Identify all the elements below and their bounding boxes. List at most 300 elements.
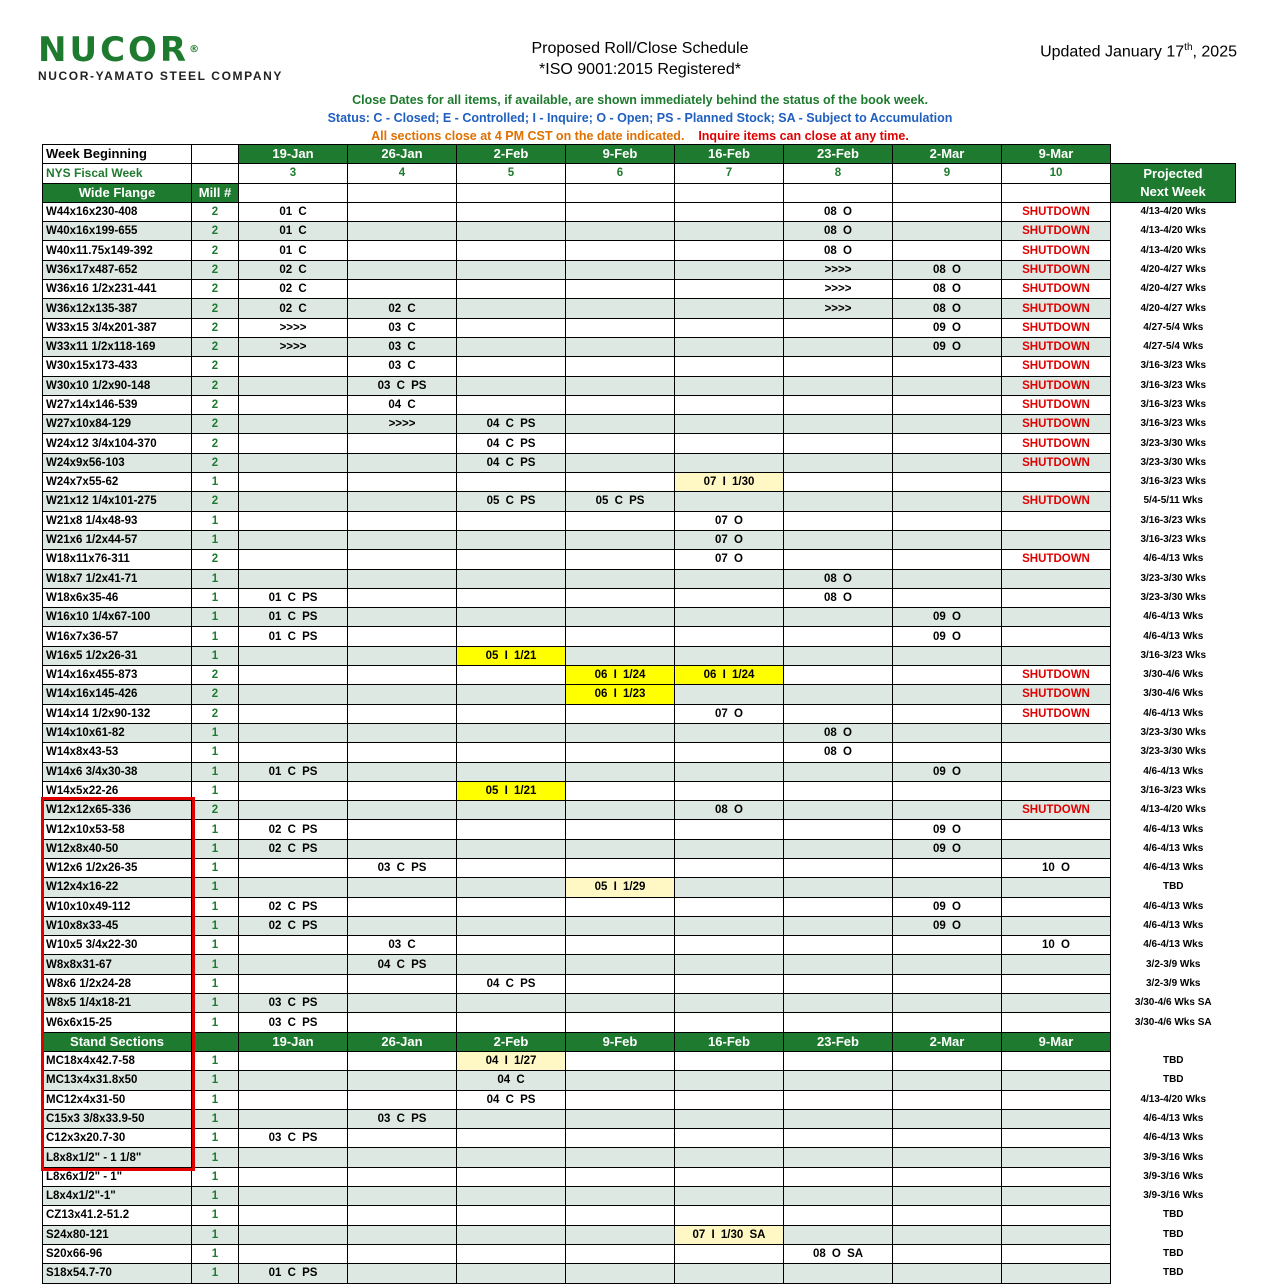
section-name: W30x10 1/2x90-148	[43, 376, 192, 395]
week-status-cell	[348, 1129, 457, 1148]
week-status-cell	[457, 395, 566, 414]
week-status-cell	[893, 434, 1002, 453]
week-status-cell	[675, 588, 784, 607]
week-status-cell	[566, 858, 675, 877]
week-status-cell	[348, 704, 457, 723]
week-status-cell	[457, 1225, 566, 1244]
week-status-cell	[457, 723, 566, 742]
week-status-cell	[457, 839, 566, 858]
mill-number: 2	[192, 260, 239, 279]
week-header: 2-Mar	[893, 145, 1002, 164]
week-status-cell: 09 O	[893, 762, 1002, 781]
week-status-cell	[566, 202, 675, 221]
week-status-cell: 02 C PS	[239, 897, 348, 916]
week-status-cell	[566, 1187, 675, 1206]
week-status-cell	[784, 974, 893, 993]
section-name: MC18x4x42.7-58	[43, 1051, 192, 1070]
week-status-cell	[566, 1148, 675, 1167]
week-status-cell	[1002, 955, 1111, 974]
projected-header: Projected	[1111, 164, 1236, 183]
week-status-cell	[675, 1129, 784, 1148]
week-status-cell	[893, 1090, 1002, 1109]
week-status-cell: 04 I 1/27	[457, 1051, 566, 1070]
title-line-2: *ISO 9001:2015 Registered*	[539, 61, 741, 78]
week-status-cell	[239, 704, 348, 723]
week-status-cell	[457, 280, 566, 299]
week-status-cell	[784, 473, 893, 492]
week-status-cell: 08 O	[784, 222, 893, 241]
projected-next-week: 3/23-3/30 Wks	[1111, 723, 1236, 742]
schedule-row	[43, 453, 1236, 472]
roll-close-schedule-table	[42, 144, 1236, 1284]
week-status-cell	[348, 743, 457, 762]
week-status-cell: 01 C	[239, 241, 348, 260]
week-status-cell	[239, 1109, 348, 1128]
mill-number: 1	[192, 473, 239, 492]
week-status-cell	[784, 781, 893, 800]
week-status-cell	[566, 530, 675, 549]
projected-next-week: 3/23-3/30 Wks	[1111, 569, 1236, 588]
mill-number: 1	[192, 1206, 239, 1225]
schedule-row	[43, 1071, 1236, 1090]
week-status-cell: 03 C PS	[239, 994, 348, 1013]
week-status-cell	[348, 550, 457, 569]
week-status-cell: 08 O	[784, 202, 893, 221]
week-status-cell: SHUTDOWN	[1002, 280, 1111, 299]
week-status-cell	[675, 1090, 784, 1109]
projected-next-week: 3/30-4/6 Wks SA	[1111, 994, 1236, 1013]
schedule-row	[43, 994, 1236, 1013]
week-status-cell: 08 O	[893, 280, 1002, 299]
schedule-row	[43, 1244, 1236, 1263]
mill-number: 2	[192, 492, 239, 511]
week-status-cell	[239, 569, 348, 588]
section-name: W14x16x145-426	[43, 685, 192, 704]
projected-next-week: 3/9-3/16 Wks	[1111, 1187, 1236, 1206]
week-status-cell: 09 O	[893, 820, 1002, 839]
week-status-cell: 02 C	[239, 260, 348, 279]
week-status-cell	[675, 318, 784, 337]
section-header-stand-sections: Stand Sections	[43, 1032, 192, 1051]
logo-subtitle: NUCOR-YAMATO STEEL COMPANY	[38, 69, 283, 83]
week-status-cell	[784, 878, 893, 897]
projected-next-week: 4/27-5/4 Wks	[1111, 318, 1236, 337]
projected-next-week: 3/2-3/9 Wks	[1111, 955, 1236, 974]
week-status-cell: 10 O	[1002, 858, 1111, 877]
week-status-cell	[566, 241, 675, 260]
mill-number: 2	[192, 357, 239, 376]
week-status-cell: 04 C PS	[457, 434, 566, 453]
week-status-cell	[239, 1051, 348, 1070]
schedule-row	[43, 1090, 1236, 1109]
week-status-cell: 09 O	[893, 897, 1002, 916]
section-name: MC12x4x31-50	[43, 1090, 192, 1109]
week-status-cell	[784, 704, 893, 723]
projected-next-week: 4/6-4/13 Wks	[1111, 550, 1236, 569]
week-status-cell	[784, 1148, 893, 1167]
week-status-cell: 08 O	[893, 299, 1002, 318]
mill-number: 1	[192, 1129, 239, 1148]
week-status-cell	[1002, 878, 1111, 897]
week-status-cell	[566, 473, 675, 492]
week-status-cell	[457, 241, 566, 260]
week-status-cell	[1002, 994, 1111, 1013]
fiscal-week-number: 4	[348, 164, 457, 183]
week-status-cell	[1002, 974, 1111, 993]
week-status-cell	[1002, 1187, 1111, 1206]
week-status-cell	[239, 1244, 348, 1263]
week-status-cell: 03 C	[348, 357, 457, 376]
projected-next-week: 3/16-3/23 Wks	[1111, 530, 1236, 549]
week-status-cell	[457, 1244, 566, 1263]
schedule-row	[43, 1013, 1236, 1032]
week-status-cell	[457, 762, 566, 781]
week-status-cell	[1002, 1148, 1111, 1167]
header-blank	[566, 183, 675, 202]
week-status-cell	[566, 646, 675, 665]
week-status-cell	[348, 588, 457, 607]
week-status-cell: 03 C	[348, 936, 457, 955]
week-status-cell	[348, 801, 457, 820]
week-status-cell	[1002, 1225, 1111, 1244]
week-status-cell	[893, 395, 1002, 414]
week-status-cell	[566, 1071, 675, 1090]
section-name: W36x17x487-652	[43, 260, 192, 279]
week-status-cell	[239, 1167, 348, 1186]
section-name: W12x12x65-336	[43, 801, 192, 820]
week-status-cell	[566, 955, 675, 974]
projected-next-week: 3/30-4/6 Wks	[1111, 666, 1236, 685]
mill-blank	[192, 164, 239, 183]
projected-next-week: TBD	[1111, 1225, 1236, 1244]
mill-number: 1	[192, 723, 239, 742]
week-status-cell	[348, 1244, 457, 1263]
week-status-cell: 02 C	[348, 299, 457, 318]
week-status-cell	[675, 839, 784, 858]
week-status-cell: 02 C PS	[239, 916, 348, 935]
week-status-cell: 01 C PS	[239, 627, 348, 646]
week-header: 26-Jan	[348, 145, 457, 164]
week-status-cell	[893, 357, 1002, 376]
week-status-cell	[893, 550, 1002, 569]
week-status-cell	[348, 1167, 457, 1186]
week-status-cell	[893, 569, 1002, 588]
week-status-cell	[784, 395, 893, 414]
section-name: W12x8x40-50	[43, 839, 192, 858]
week-header: 9-Mar	[1002, 1032, 1111, 1051]
week-status-cell	[457, 936, 566, 955]
week-status-cell	[239, 376, 348, 395]
week-status-cell: 09 O	[893, 318, 1002, 337]
schedule-row	[43, 974, 1236, 993]
week-status-cell	[784, 1129, 893, 1148]
projected-next-week: 3/23-3/30 Wks	[1111, 588, 1236, 607]
week-status-cell: 03 C	[348, 337, 457, 356]
week-status-cell	[348, 241, 457, 260]
week-status-cell: SHUTDOWN	[1002, 376, 1111, 395]
week-status-cell	[566, 723, 675, 742]
week-status-cell	[566, 357, 675, 376]
week-status-cell	[566, 1129, 675, 1148]
week-status-cell	[348, 994, 457, 1013]
week-status-cell	[675, 299, 784, 318]
schedule-row	[43, 646, 1236, 665]
mill-number: 2	[192, 666, 239, 685]
schedule-row	[43, 858, 1236, 877]
fiscal-week-number: 6	[566, 164, 675, 183]
week-status-cell	[675, 280, 784, 299]
week-status-cell	[784, 955, 893, 974]
inquire-note-text: Inquire items can close at any time.	[698, 129, 909, 143]
week-status-cell	[457, 202, 566, 221]
section-name: W18x6x35-46	[43, 588, 192, 607]
week-status-cell: 07 O	[675, 704, 784, 723]
close-time-note	[140, 127, 1140, 145]
week-status-cell	[239, 395, 348, 414]
week-status-cell	[784, 376, 893, 395]
week-status-cell	[348, 473, 457, 492]
week-status-cell	[457, 878, 566, 897]
week-header: 19-Jan	[239, 145, 348, 164]
week-status-cell	[784, 1187, 893, 1206]
week-status-cell	[457, 820, 566, 839]
mill-number: 2	[192, 801, 239, 820]
week-status-cell	[893, 492, 1002, 511]
week-status-cell	[239, 1090, 348, 1109]
week-status-cell: >>>>	[239, 318, 348, 337]
week-status-cell	[239, 858, 348, 877]
projected-next-week: TBD	[1111, 1206, 1236, 1225]
projected-next-week: TBD	[1111, 878, 1236, 897]
week-status-cell	[893, 241, 1002, 260]
week-status-cell	[1002, 916, 1111, 935]
week-status-cell	[893, 1129, 1002, 1148]
section-name: W27x14x146-539	[43, 395, 192, 414]
week-status-cell	[675, 1206, 784, 1225]
week-status-cell: 04 C PS	[457, 453, 566, 472]
week-status-cell	[1002, 1167, 1111, 1186]
section-name: W12x6 1/2x26-35	[43, 858, 192, 877]
mill-number: 2	[192, 337, 239, 356]
section-name: W14x16x455-873	[43, 666, 192, 685]
header-blank	[675, 183, 784, 202]
week-status-cell	[1002, 473, 1111, 492]
week-status-cell: SHUTDOWN	[1002, 704, 1111, 723]
week-status-cell	[239, 781, 348, 800]
schedule-row	[43, 222, 1236, 241]
section-name: L8x6x1/2" - 1"	[43, 1167, 192, 1186]
week-status-cell	[893, 222, 1002, 241]
week-status-cell: 03 C PS	[348, 1109, 457, 1128]
week-status-cell	[893, 376, 1002, 395]
projected-next-week: 3/23-3/30 Wks	[1111, 453, 1236, 472]
week-status-cell	[675, 646, 784, 665]
schedule-row	[43, 202, 1236, 221]
week-status-cell	[893, 994, 1002, 1013]
week-status-cell: 06 I 1/23	[566, 685, 675, 704]
week-status-cell	[675, 1051, 784, 1070]
schedule-row	[43, 318, 1236, 337]
week-header: 23-Feb	[784, 145, 893, 164]
week-status-cell	[348, 280, 457, 299]
week-status-cell	[566, 511, 675, 530]
week-status-cell	[893, 511, 1002, 530]
week-status-cell	[239, 453, 348, 472]
week-status-cell	[675, 1148, 784, 1167]
week-status-cell	[784, 666, 893, 685]
projected-next-week: 3/9-3/16 Wks	[1111, 1148, 1236, 1167]
week-status-cell	[675, 743, 784, 762]
schedule-row	[43, 955, 1236, 974]
schedule-row	[43, 916, 1236, 935]
week-status-cell	[675, 955, 784, 974]
schedule-row	[43, 1225, 1236, 1244]
week-status-cell	[675, 974, 784, 993]
fiscal-week-number: 7	[675, 164, 784, 183]
section-name: C12x3x20.7-30	[43, 1129, 192, 1148]
week-status-cell	[566, 337, 675, 356]
week-status-cell	[893, 781, 1002, 800]
week-status-cell	[675, 723, 784, 742]
week-status-cell	[566, 1109, 675, 1128]
week-status-cell	[1002, 608, 1111, 627]
close-dates-note: Close Dates for all items, if available, are shown immediately behind the status of the book week.	[352, 93, 928, 107]
week-status-cell	[457, 376, 566, 395]
week-status-cell	[348, 974, 457, 993]
week-status-cell	[348, 492, 457, 511]
section-name: S18x54.7-70	[43, 1264, 192, 1283]
week-status-cell	[893, 646, 1002, 665]
section-name: W14x10x61-82	[43, 723, 192, 742]
week-status-cell	[348, 608, 457, 627]
week-status-cell	[675, 434, 784, 453]
week-status-cell	[784, 994, 893, 1013]
schedule-row	[43, 569, 1236, 588]
week-status-cell	[566, 1244, 675, 1263]
week-status-cell	[675, 685, 784, 704]
week-status-cell	[784, 646, 893, 665]
projected-next-week: 4/6-4/13 Wks	[1111, 858, 1236, 877]
week-status-cell	[566, 704, 675, 723]
week-status-cell	[457, 357, 566, 376]
section-name: W33x11 1/2x118-169	[43, 337, 192, 356]
projected-next-week: 3/16-3/23 Wks	[1111, 357, 1236, 376]
section-name: W12x4x16-22	[43, 878, 192, 897]
projected-blank	[1111, 1032, 1236, 1051]
week-status-cell	[457, 530, 566, 549]
week-status-cell: SHUTDOWN	[1002, 241, 1111, 260]
week-status-cell	[348, 260, 457, 279]
week-status-cell	[566, 1090, 675, 1109]
week-status-cell	[675, 820, 784, 839]
week-status-cell	[239, 936, 348, 955]
week-status-cell	[675, 608, 784, 627]
week-status-cell: SHUTDOWN	[1002, 395, 1111, 414]
week-status-cell	[566, 1167, 675, 1186]
week-status-cell	[784, 1167, 893, 1186]
week-status-cell	[566, 781, 675, 800]
projected-next-week: 4/6-4/13 Wks	[1111, 839, 1236, 858]
week-status-cell: SHUTDOWN	[1002, 666, 1111, 685]
week-status-cell	[566, 318, 675, 337]
week-status-cell	[457, 1167, 566, 1186]
section-name: W24x9x56-103	[43, 453, 192, 472]
mill-number: 1	[192, 1109, 239, 1128]
header-blank	[1002, 183, 1111, 202]
mill-number: 1	[192, 916, 239, 935]
week-header: 2-Feb	[457, 1032, 566, 1051]
week-status-cell	[457, 1129, 566, 1148]
week-status-cell	[348, 1051, 457, 1070]
week-status-cell	[893, 530, 1002, 549]
week-status-cell	[566, 280, 675, 299]
schedule-row	[43, 1109, 1236, 1128]
week-status-cell	[566, 839, 675, 858]
week-status-cell	[348, 511, 457, 530]
week-status-cell: 01 C	[239, 202, 348, 221]
mill-number: 2	[192, 395, 239, 414]
projected-next-week: 4/13-4/20 Wks	[1111, 202, 1236, 221]
section-name: W12x10x53-58	[43, 820, 192, 839]
week-status-cell	[784, 337, 893, 356]
header-blank	[239, 183, 348, 202]
week-status-cell	[348, 569, 457, 588]
section-name: W18x7 1/2x41-71	[43, 569, 192, 588]
section-name: W8x5 1/4x18-21	[43, 994, 192, 1013]
week-status-cell: 05 I 1/21	[457, 646, 566, 665]
week-status-cell	[239, 415, 348, 434]
week-status-cell	[893, 1244, 1002, 1263]
projected-next-week: 4/13-4/20 Wks	[1111, 241, 1236, 260]
week-header: 16-Feb	[675, 1032, 784, 1051]
section-name: W36x12x135-387	[43, 299, 192, 318]
week-status-cell	[457, 704, 566, 723]
mill-number: 1	[192, 1013, 239, 1032]
projected-header: Next Week	[1111, 183, 1236, 202]
week-beginning-row	[43, 145, 1236, 164]
projected-next-week: 4/6-4/13 Wks	[1111, 820, 1236, 839]
week-status-cell: SHUTDOWN	[1002, 434, 1111, 453]
section-name: W10x5 3/4x22-30	[43, 936, 192, 955]
week-status-cell	[348, 434, 457, 453]
projected-next-week: 4/27-5/4 Wks	[1111, 337, 1236, 356]
mill-number: 2	[192, 434, 239, 453]
section-name: W14x14 1/2x90-132	[43, 704, 192, 723]
section-name: W30x15x173-433	[43, 357, 192, 376]
mill-number: 1	[192, 646, 239, 665]
schedule-row	[43, 820, 1236, 839]
week-status-cell	[784, 511, 893, 530]
week-status-cell	[348, 646, 457, 665]
title-line-1: Proposed Roll/Close Schedule	[531, 40, 749, 57]
week-status-cell	[239, 550, 348, 569]
week-header: 2-Mar	[893, 1032, 1002, 1051]
projected-next-week: 4/6-4/13 Wks	[1111, 1129, 1236, 1148]
week-status-cell	[893, 878, 1002, 897]
schedule-row	[43, 627, 1236, 646]
week-status-cell: SHUTDOWN	[1002, 685, 1111, 704]
week-status-cell	[675, 781, 784, 800]
week-status-cell: 07 I 1/30	[675, 473, 784, 492]
week-status-cell	[239, 1148, 348, 1167]
week-status-cell	[457, 569, 566, 588]
week-status-cell	[784, 685, 893, 704]
fiscal-week-row	[43, 164, 1236, 183]
week-status-cell	[893, 1148, 1002, 1167]
week-status-cell	[457, 743, 566, 762]
week-status-cell	[239, 743, 348, 762]
week-status-cell	[893, 415, 1002, 434]
